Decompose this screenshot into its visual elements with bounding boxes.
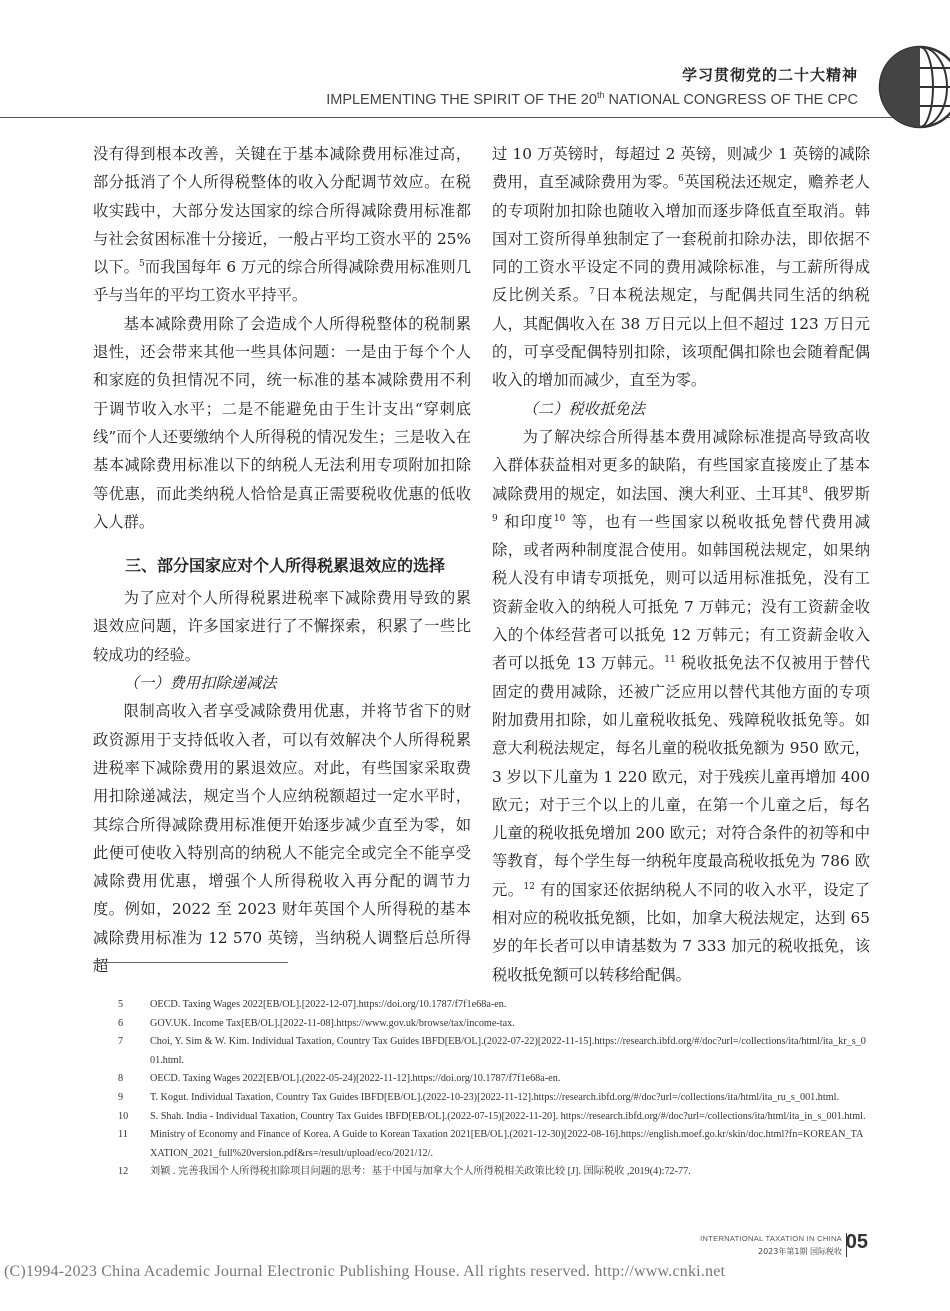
footnote: 8 OECD. Taxing Wages 2022[EB/OL].(2022-05-24)[2022-11-12].https://doi.org/10.1787/f7f1e68a-en. [118,1073,561,1085]
paragraph: 为了解决综合所得基本费用减除标准提高导致高收入群体获益相对更多的缺陷，有些国家直接废止了基本减除费用的规定，如法国、澳大利亚、土耳其$^8$、俄罗斯$^9$ 和印度$^{10}$ 等，也有一些国家以税收抵免替代费用减除，或者两种制度混合使用。如韩国税法规定，如果纳税人没有申请专项抵免，则可以适用标准抵免，没有工资薪金收入的纳税人可抵免 7 万韩元；没有工资薪金收入的个体经营者可以抵免 12 万韩元；有工资薪金收入者可以抵免 13 万韩元。$^{11}$ 税收抵免法不仅被用于替代固定的费用减除，还被广泛应用以替代其他方面的专项附加费用扣除，如儿童税收抵免、残障税收抵免等。如意大利税法规定，每名儿童的税收抵免额为 950 欧元，3 岁以下儿童为 1 220 欧元，对于残疾儿童再增加 400 欧元；对于三个以上的儿童，在第一个儿童之后，每名儿童的税收抵免增加 200 欧元；对符合条件的初等和中等教育，每个学生每一纳税年度最高税收抵免为 786 欧元。$^{12}$ 有的国家还依据纳税人不同的收入水平，设定了相对应的税收抵免额，比如，加拿大税法规定，达到 65 岁的年长者可以申请基数为 7 333 加元的税收抵免，该税收抵免额可以转移给配偶。 [492,427,870,984]
copyright-line: (C)1994-2023 China Academic Journal Electronic Publishing House. All rights reserved. http://www.cnki.net [4,1263,726,1280]
footer-issue: 2023年第1期 国际税收 [758,1247,842,1256]
footnote: 5 OECD. Taxing Wages 2022[EB/OL].[2022-12-07].https://doi.org/10.1787/f7f1e68a-en. [118,999,507,1010]
footnotes [118,996,868,1182]
page-number: 05 [845,1231,868,1253]
footnote-rule [93,962,288,963]
footnote: 9 T. Kogut. Individual Taxation, Country Tax Guides IBFD[EB/OL].(2022-10-23)[2022-11-12].https://research.ibfd.org/#/doc?url=/collections/ita/html/ita_ru_s_001.html. [118,1091,840,1103]
subsection-heading: （二）税收抵免法 [522,399,645,418]
running-header-title-en: IMPLEMENTING THE SPIRIT OF THE 20th NATIONAL CONGRESS OF THE CPC [326,90,858,108]
footnote: 6 GOV.UK. Income Tax[EB/OL].[2022-11-08].https://www.gov.uk/browse/tax/income-tax. [118,1017,515,1029]
section-heading: 三、部分国家应对个人所得税累退效应的选择 [125,556,446,576]
footnote: 7 Choi, Y. Sim & W. Kim. Individual Taxation, Country Tax Guides IBFD[EB/OL].(2022-07-22)[2022-11-15].https://research.ibfd.org/#/doc?url=/collections/ita/html/ita_kr_s_001.html. [118,1036,866,1066]
paragraph: 没有得到根本改善，关键在于基本减除费用标准过高，部分抵消了个人所得税整体的收入分配调节效应。在税收实践中，大部分发达国家的综合所得减除费用标准都与社会贫困标准十分接近，一般占平均工资水平的 25% 以下。$^5$而我国每年 6 万元的综合所得减除费用标准则几乎与当年的平均工资水平持平。 [93,145,471,305]
paragraph: 过 10 万英镑时，每超过 2 英镑，则减少 1 英镑的减除费用，直至减除费用为零。$^6$英国税法还规定，赡养老人的专项附加扣除也随收入增加而逐步降低直至取消。韩国对工资所得单独制定了一套税前扣除办法，即依据不同的工资水平设定不同的费用减除标准，与工薪所得成反比例关系。$^7$日本税法规定，与配偶共同生活的纳税人，其配偶收入在 38 万日元以上但不超过 123 万日元的，可享受配偶特别扣除，该项配偶扣除也会随着配偶收入的增加而减少，直至为零。 [492,145,870,390]
left-column [93,140,471,980]
paragraph: 为了应对个人所得税累进税率下减除费用导致的累退效应问题，许多国家进行了不懈探索，积累了一些比较成功的经验。 [93,589,471,664]
header-rule [0,117,950,118]
running-header-title-cn: 学习贯彻党的二十大精神 [681,66,858,84]
subsection-heading: （一）费用扣除递减法 [123,674,277,693]
right-column [492,140,870,989]
footer-journal-en: INTERNATIONAL TAXATION IN CHINA [700,1234,842,1243]
globe-icon [864,44,950,130]
footnote: 12 刘颖 . 完善我国个人所得税扣除项目问题的思考：基于中国与加拿大个人所得税相关政策比较 [J]. 国际税收 ,2019(4):72-77. [118,1166,691,1178]
paragraph: 基本减除费用除了会造成个人所得税整体的税制累退性，还会带来其他一些具体问题：一是由于每个个人和家庭的负担情况不同，统一标准的基本减除费用不利于调节收入水平；二是不能避免由于生计支出“穿刺底线”而个人还要缴纳个人所得税的情况发生；三是收入在基本减除费用标准以下的纳税人无法利用专项附加扣除等优惠，而此类纳税人恰恰是真正需要税收优惠的低收入人群。 [93,314,471,531]
paragraph: 限制高收入者享受减除费用优惠，并将节省下的财政资源用于支持低收入者，可以有效解决个人所得税累进税率下减除费用的累退效应。对此，有些国家采取费用扣除递减法，规定当个人应纳税额超过一定水平时，其综合所得减除费用标准便开始逐步减少直至为零，如此便可使收入特别高的纳税人不能完全或完全不能享受减除费用优惠，增强个人所得税收入再分配的调节力度。例如，2022 至 2023 财年英国个人所得税的基本减除费用标准为 12 570 英镑，当纳税人调整后总所得超 [93,702,471,976]
footnote: 11 Ministry of Economy and Finance of Korea. A Guide to Korean Taxation 2021[EB/OL].(2021-12-30)[2022-08-16].https://english.moef.go.kr/skin/doc.html?fn=KOREAN_TAXATION_2021_full%20version.pdf&rs=/result/upload/eco/2021/12/. [118,1129,864,1159]
footnote: 10 S. Shah. India - Individual Taxation, Country Tax Guides IBFD[EB/OL].(2022-07-15)[2022-11-20]. https://research.ibfd.org/#/doc?url=/collections/ita/html/ita_in_s_001.html. [118,1110,866,1122]
